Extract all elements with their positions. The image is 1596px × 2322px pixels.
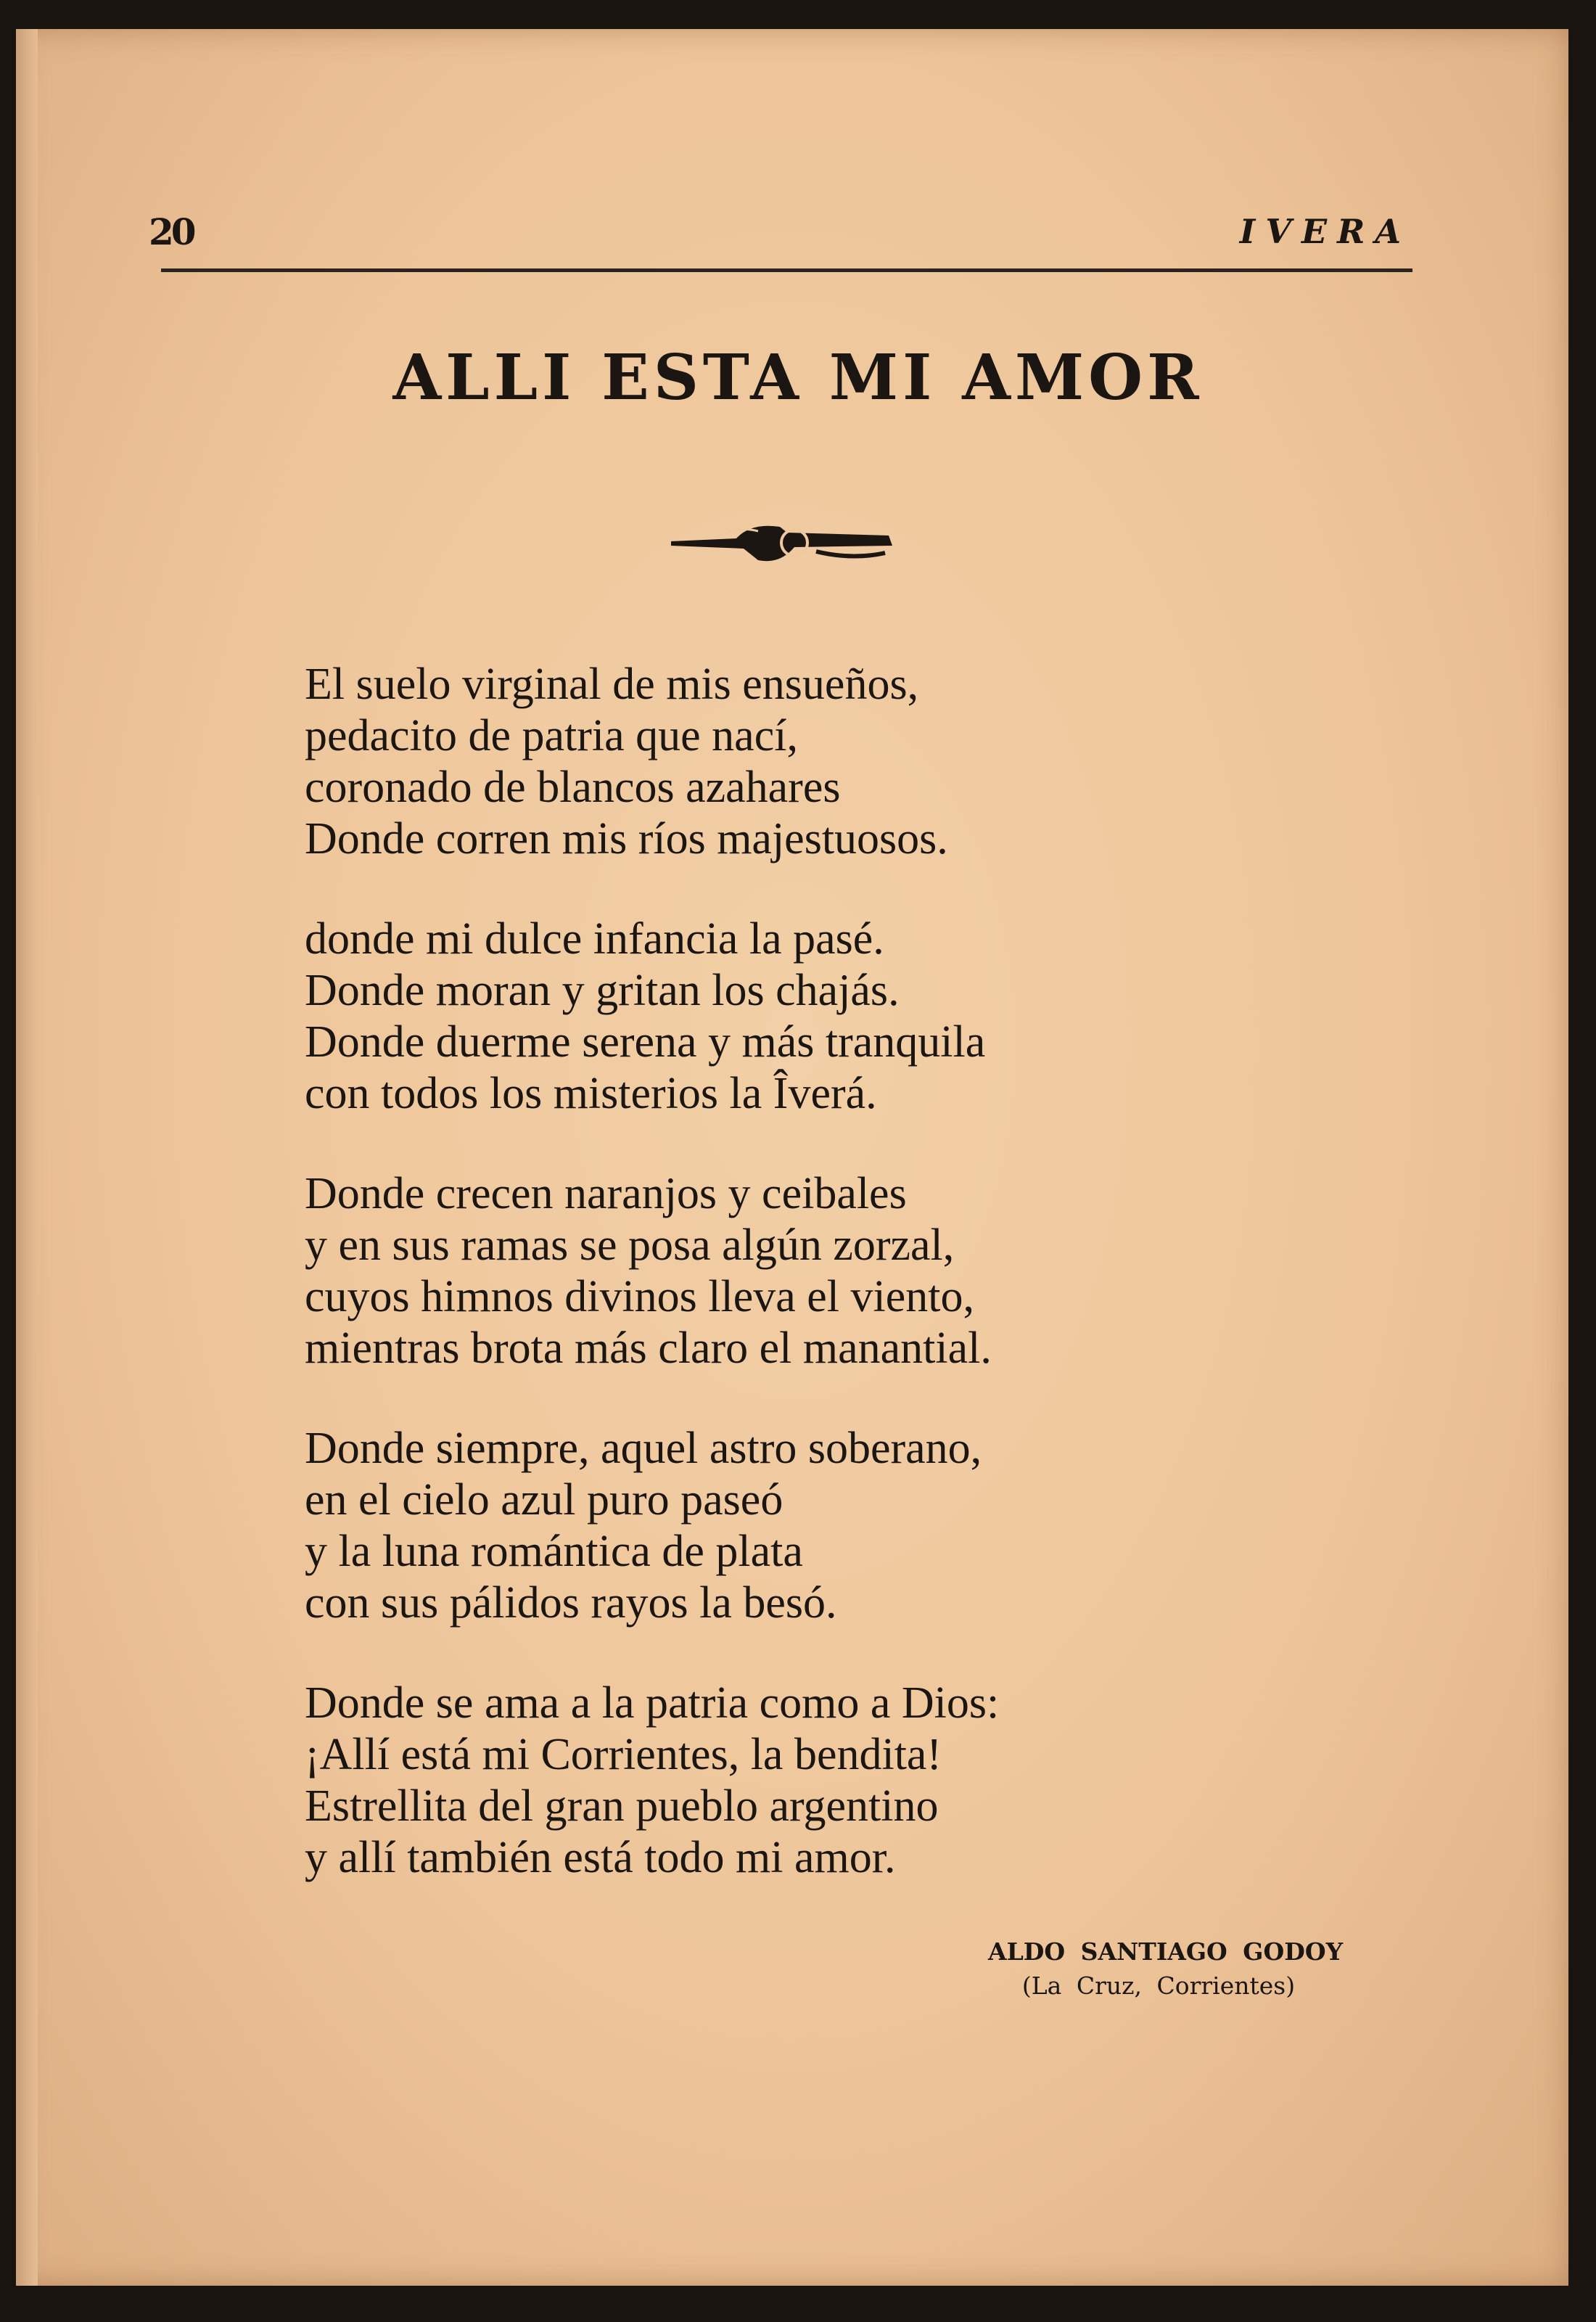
author-signature (988, 1937, 1344, 2000)
stanza (305, 1678, 999, 1884)
poem-line: y allí también está todo mi amor. (305, 1833, 896, 1882)
stanza (305, 1423, 999, 1629)
poem-line: mientras brota más claro el manantial. (305, 1324, 992, 1373)
poem-line: con todos los misterios la Îverá. (305, 1069, 877, 1118)
author-place: (La Cruz, Corrientes) (1021, 1972, 1296, 2000)
poem-line: Donde se ama a la patria como a Dios: (305, 1678, 1000, 1728)
poem-line: coronado de blancos azahares (305, 763, 841, 812)
running-title: IVERA (1239, 212, 1411, 251)
poem-line: donde mi dulce infancia la pasé. (305, 914, 884, 964)
poem-line: El suelo virginal de mis ensueños, (305, 660, 919, 709)
stanza (305, 1168, 999, 1374)
author-name: ALDO SANTIAGO GODOY (988, 1937, 1344, 1966)
poem-line: Donde duerme serena y más tranquila (305, 1017, 986, 1067)
poem-line: con sus pálidos rayos la besó. (305, 1578, 837, 1628)
floral-ornament-icon (671, 517, 896, 567)
poem-line: cuyos himnos divinos lleva el viento, (305, 1272, 975, 1321)
poem-line: Donde moran y gritan los chajás. (305, 966, 900, 1015)
poem-line: Estrellita del gran pueblo argentino (305, 1781, 939, 1831)
poem-body (305, 659, 999, 1932)
poem-line: Donde siempre, aquel astro soberano, (305, 1424, 982, 1473)
poem-title: ALLI ESTA MI AMOR (392, 341, 1204, 414)
poem-line: ¡Allí está mi Corrientes, la bendita! (305, 1730, 942, 1779)
poem-line: pedacito de patria que nací, (305, 711, 798, 760)
poem-line: y la luna romántica de plata (305, 1527, 803, 1576)
poem-line: en el cielo azul puro paseó (305, 1475, 783, 1525)
page-number: 20 (149, 210, 194, 253)
poem-line: Donde crecen naranjos y ceibales (305, 1169, 907, 1218)
poem-line: y en sus ramas se posa algún zorzal, (305, 1221, 955, 1270)
poem-line: Donde corren mis ríos majestuosos. (305, 814, 948, 863)
header-rule (161, 268, 1412, 272)
stanza (305, 659, 999, 865)
stanza (305, 914, 999, 1120)
